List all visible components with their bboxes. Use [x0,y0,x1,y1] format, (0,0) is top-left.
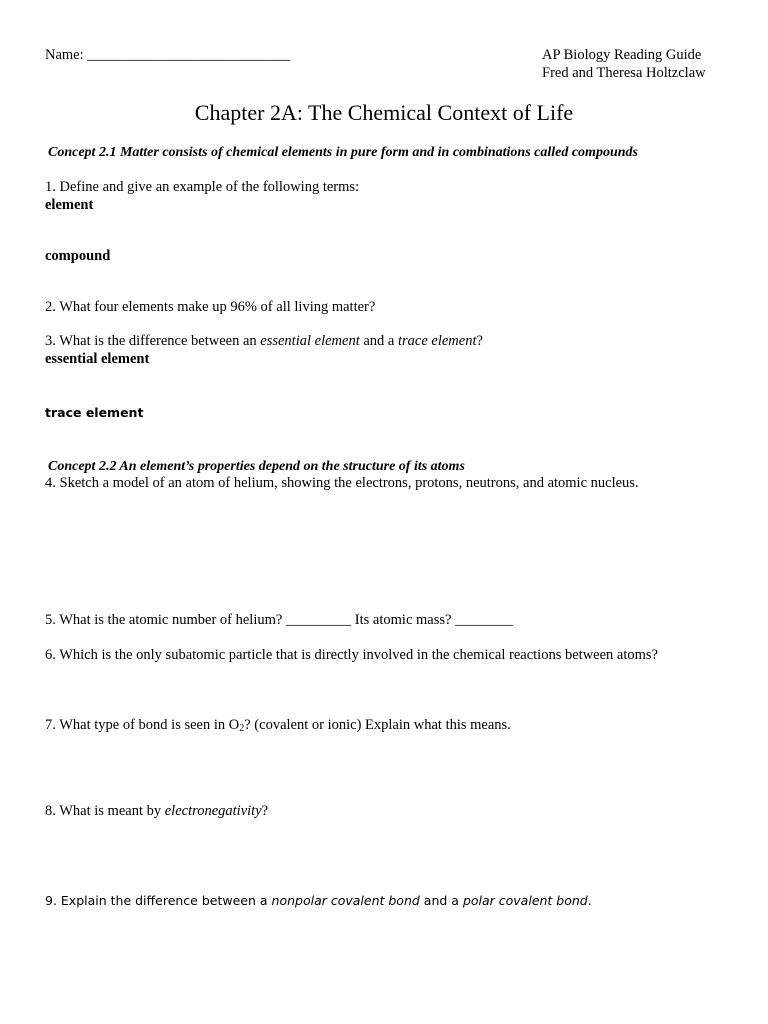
question-7 [45,717,511,734]
question-8-term: electronegativity [164,803,262,819]
question-8 [45,803,268,820]
question-3-text-a: 3. What is the difference between an [45,333,261,349]
name-field: Name: ____________________________ [45,47,291,63]
question-8-text-b: ? [261,803,269,819]
question-7-subscript: 2 [239,723,245,734]
question-3-trace: trace element [397,333,477,349]
question-9-polar: polar covalent bond [462,893,588,908]
concept-2-1-heading: Concept 2.1 Matter consists of chemical elements in pure form and in combinations called compounds [48,145,638,160]
term-trace-element: trace element [45,405,144,420]
question-1: 1. Define and give an example of the following terms: [45,179,360,195]
question-7-text-a: 7. What type of bond is seen in O [45,717,240,733]
question-7-text-b: ? (covalent or ionic) Explain what this means. [244,717,511,733]
question-9-text-a: 9. Explain the difference between a [45,893,272,908]
page-title: Chapter 2A: The Chemical Context of Life [194,100,574,125]
question-9 [45,893,592,908]
question-8-text-a: 8. What is meant by [45,803,165,819]
question-3-text-c: ? [476,333,483,349]
question-5: 5. What is the atomic number of helium? _________ Its atomic mass? ________ [45,612,514,628]
course-title: AP Biology Reading Guide [542,47,702,63]
term-compound: compound [45,248,111,264]
concept-2-2-heading: Concept 2.2 An element’s properties depend on the structure of its atoms [48,459,465,474]
question-9-nonpolar: nonpolar covalent bond [271,893,420,908]
authors: Fred and Theresa Holtzclaw [542,65,706,81]
question-4: 4. Sketch a model of an atom of helium, showing the electrons, protons, neutrons, and atomic nucleus. [45,475,639,491]
question-3 [45,333,483,350]
question-6: 6. Which is the only subatomic particle that is directly involved in the chemical reactions between atoms? [45,647,658,663]
term-essential-element: essential element [45,351,150,367]
question-3-essential: essential element [260,333,360,349]
question-9-text-c: . [587,893,592,908]
term-element: element [45,197,94,213]
question-9-text-b: and a [419,893,463,908]
question-2: 2. What four elements make up 96% of all living matter? [45,299,376,315]
question-3-text-b: and a [359,333,398,349]
